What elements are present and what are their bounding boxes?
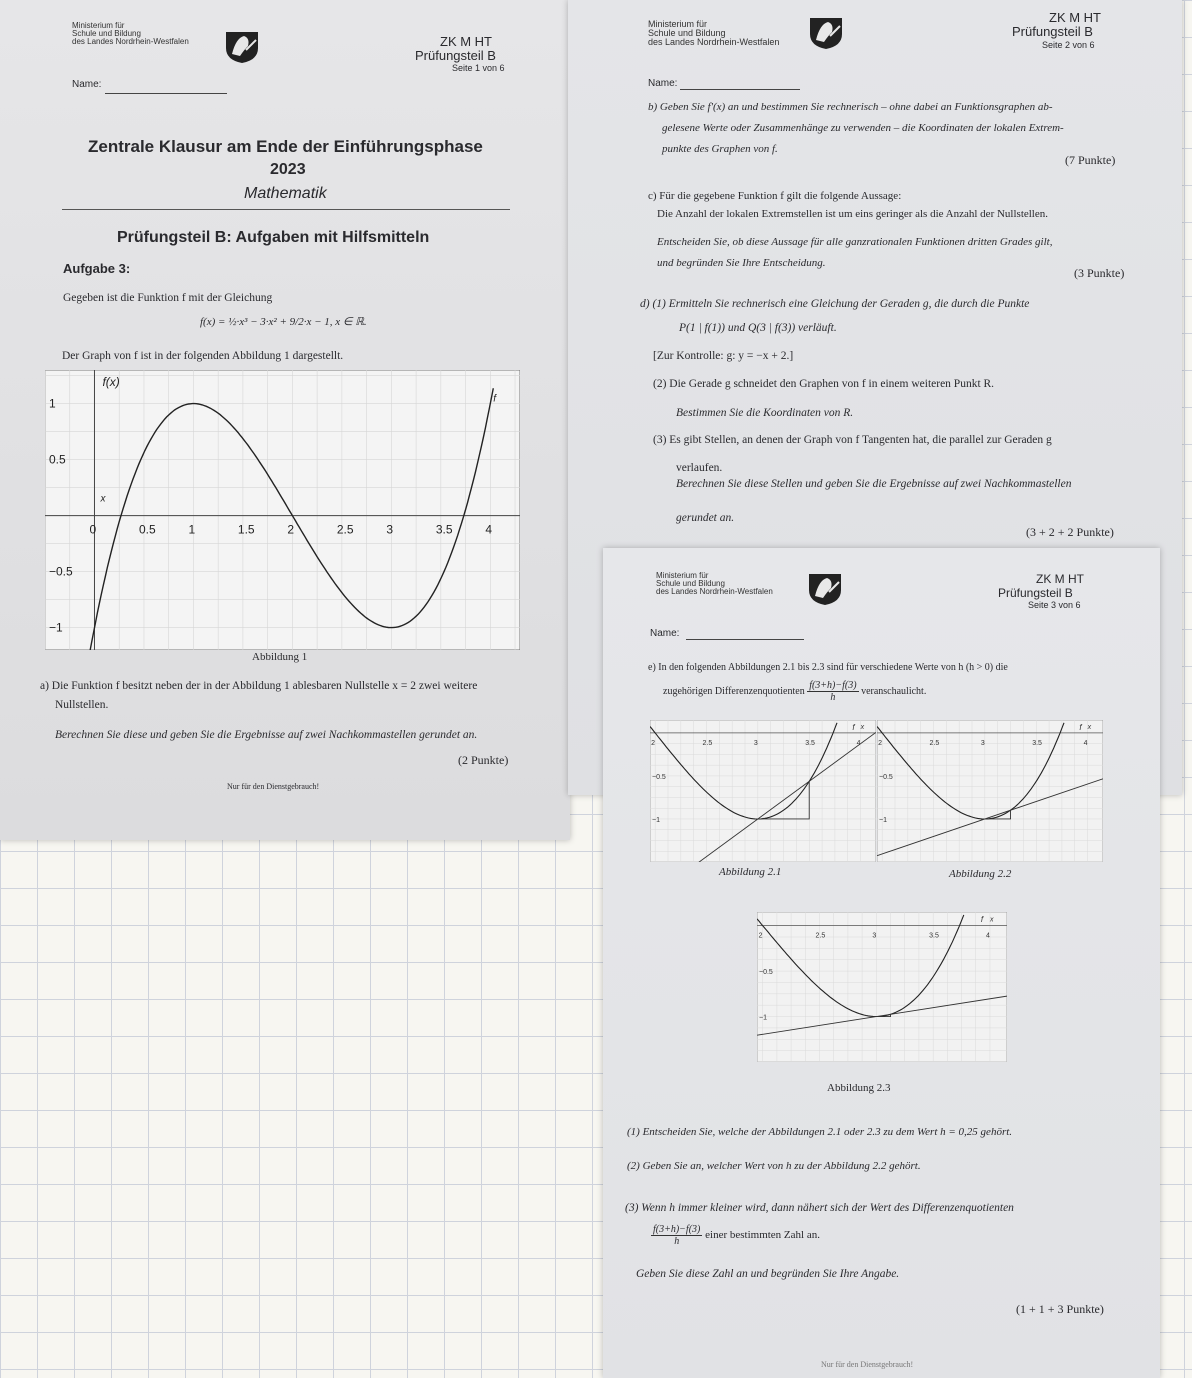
exam-part: Prüfungsteil B: [1012, 24, 1093, 39]
x-tick-label: 2: [287, 522, 295, 537]
task-b-line1-text: b) Geben Sie f'(x) an und bestimmen Sie rechnerisch – ohne dabei an Funktionsgraphen ab-: [648, 101, 1053, 113]
ministry-line2: Schule und Bildung: [656, 579, 725, 588]
x-tick-label: 3.5: [1032, 739, 1042, 747]
figure-caption-2-3: Abbildung 2.3: [827, 1082, 891, 1094]
points-c: (3 Punkte): [1074, 266, 1125, 280]
name-line: [686, 639, 804, 640]
ministry-line1: Ministerium für: [656, 571, 709, 580]
y-tick-label: 0.5: [49, 452, 66, 467]
points-d: (3 + 2 + 2 Punkte): [1026, 525, 1114, 539]
x-tick-label: 3.5: [435, 522, 453, 537]
secant-plot-abbildung-2-3: [757, 912, 1007, 1062]
ministry-line1: Ministerium für: [72, 21, 125, 30]
task-a-line2: Nullstellen.: [55, 699, 109, 711]
ministry-line3: des Landes Nordrhein-Westfalen: [656, 587, 773, 596]
task-e3-line1: (3) Wenn h immer kleiner wird, dann nähert sich der Wert des Differenzenquotienten: [625, 1202, 1014, 1214]
task-b-line3: punkte des Graphen von f.: [662, 143, 778, 155]
exam-code: ZK M HT: [1036, 572, 1084, 586]
figure-caption-2-1: Abbildung 2.1: [719, 866, 782, 878]
curve-label: f: [980, 915, 984, 924]
task-d1-control: [Zur Kontrolle: g: y = −x + 2.]: [653, 350, 794, 362]
figure-caption-1: Abbildung 1: [252, 651, 308, 663]
x-tick-label: 3: [980, 739, 985, 747]
y-tick-label: −1: [759, 1014, 767, 1022]
y-tick-label: −0.5: [49, 564, 73, 579]
exam-part: Prüfungsteil B: [415, 48, 496, 63]
task-e2: (2) Geben Sie an, welcher Wert von h zu der Abbildung 2.2 gehört.: [627, 1160, 921, 1172]
difference-quotient-numerator: f(3+h)−f(3): [809, 680, 857, 691]
name-label: Name:: [648, 78, 678, 89]
x-axis-label: x: [860, 723, 865, 731]
exam-year: 2023: [270, 161, 306, 178]
y-tick-label: −0.5: [879, 773, 893, 781]
x-tick-label: 3: [872, 932, 877, 940]
x-tick-label: 2.5: [702, 739, 713, 747]
y-tick-label: −1: [652, 816, 660, 824]
curve-label: f: [1079, 723, 1082, 732]
task-intro: Gegeben ist die Funktion f mit der Gleichung: [63, 292, 273, 304]
points-e: (1 + 1 + 3 Punkte): [1016, 1302, 1104, 1316]
graph-description: Der Graph von f ist in der folgenden Abbildung 1 dargestellt.: [62, 350, 344, 362]
difference-quotient: [807, 680, 858, 703]
ministry-line3: des Landes Nordrhein-Westfalen: [72, 37, 189, 46]
task-d3-line3: Berechnen Sie diese Stellen und geben Sie die Ergebnisse auf zwei Nachkommastellen: [676, 478, 1072, 490]
ministry-line2: Schule und Bildung: [72, 29, 141, 38]
task-e3-line3: Geben Sie diese Zahl an und begründen Sie Ihre Angabe.: [636, 1268, 900, 1280]
task-d1-line1: d) (1) Ermitteln Sie rechnerisch eine Gleichung der Geraden g, die durch die Punkte: [640, 298, 1030, 310]
ministry-line1: Ministerium für: [648, 19, 708, 29]
x-tick-label: 4: [1083, 739, 1088, 747]
footer-note: Nur für den Dienstgebrauch!: [227, 782, 320, 791]
page-number: Seite 3 von 6: [1028, 600, 1081, 610]
title-divider: [62, 209, 510, 210]
function-equation: f(x) = ½·x³ − 3·x² + 9/2·x − 1, x ∈ ℝ.: [200, 316, 367, 328]
task-c-line4: und begründen Sie Ihre Entscheidung.: [657, 257, 826, 269]
x-tick-label: 3.5: [929, 932, 939, 940]
function-graph-abbildung-1: [45, 370, 520, 650]
task-d1-line2: P(1 | f(1)) und Q(3 | f(3)) verläuft.: [679, 322, 837, 334]
x-axis-label: x: [100, 493, 106, 505]
page-title: Zentrale Klausur am Ende der Einführungsphase: [88, 137, 483, 156]
y-tick-label: 1: [49, 396, 56, 411]
x-tick-label: 4: [985, 932, 990, 940]
y-tick-label: −1: [49, 620, 63, 635]
y-tick-label: −0.5: [759, 969, 773, 977]
plot-frame: [45, 370, 520, 650]
exam-page-3: [603, 548, 1160, 1378]
task-e-line1: e) In den folgenden Abbildungen 2.1 bis 2.3 sind für verschiedene Werte von h (h > 0) die: [648, 662, 1008, 673]
x-tick-label: 4: [485, 522, 492, 537]
difference-quotient: [651, 1224, 702, 1247]
nrw-coat-of-arms-logo: [806, 14, 846, 50]
points-a: (2 Punkte): [458, 753, 509, 767]
difference-quotient-denominator: h: [830, 692, 836, 703]
difference-quotient-numerator: f(3+h)−f(3): [653, 1224, 701, 1235]
x-tick-label: 2: [758, 932, 763, 940]
y-tick-label: −1: [879, 816, 887, 824]
x-tick-label: 3: [386, 522, 394, 537]
x-tick-label: 2: [651, 739, 656, 747]
y-axis-label: f(x): [102, 375, 120, 389]
task-d3-line2: verlaufen.: [676, 462, 723, 474]
exam-code: ZK M HT: [1049, 10, 1101, 25]
nrw-coat-of-arms-logo: [805, 570, 845, 606]
x-tick-label: 3: [753, 739, 758, 747]
page-number: Seite 1 von 6: [452, 63, 505, 73]
task-a-line1: a) Die Funktion f besitzt neben der in der Abbildung 1 ablesbaren Nullstelle x = 2 zwei weitere: [40, 680, 478, 692]
task-c-line1: c) Für die gegebene Funktion f gilt die folgende Aussage:: [648, 190, 902, 202]
task-d2-line2: Bestimmen Sie die Koordinaten von R.: [676, 407, 854, 419]
part-title: Prüfungsteil B: Aufgaben mit Hilfsmitteln: [117, 229, 430, 246]
page-number: Seite 2 von 6: [1042, 40, 1095, 50]
x-tick-label: 4: [856, 739, 861, 747]
name-line: [680, 89, 800, 90]
curve-label: f: [493, 393, 497, 405]
x-tick-label: 1: [188, 522, 196, 537]
task-b-line1: [648, 101, 1053, 113]
x-tick-label: 2.5: [336, 522, 354, 537]
y-tick-label: −0.5: [652, 773, 666, 781]
task-e-line2-text: zugehörigen Differenzenquotienten: [663, 685, 805, 697]
task-e3-line2-text: einer bestimmten Zahl an.: [705, 1229, 820, 1242]
task-label: Aufgabe 3:: [63, 261, 131, 276]
exam-part: Prüfungsteil B: [998, 586, 1073, 600]
task-b-line2: gelesene Werte oder Zusammenhänge zu verwenden – die Koordinaten der lokalen Extrem-: [662, 122, 1064, 134]
task-c-line2: Die Anzahl der lokalen Extremstellen ist um eins geringer als die Anzahl der Nullstellen.: [657, 208, 1048, 220]
x-tick-label: 0.5: [138, 522, 156, 537]
nrw-coat-of-arms-logo: [222, 28, 262, 64]
x-tick-label: 2: [878, 739, 883, 747]
x-axis-label: x: [1087, 723, 1092, 731]
name-label: Name:: [650, 628, 680, 639]
task-e-line2: [663, 680, 926, 703]
difference-quotient-denominator: h: [674, 1236, 680, 1247]
x-tick-label: 3.5: [805, 739, 815, 747]
x-tick-label: 1.5: [237, 522, 255, 537]
task-d2-line1: (2) Die Gerade g schneidet den Graphen von f in einem weiteren Punkt R.: [653, 378, 995, 390]
task-e1: (1) Entscheiden Sie, welche der Abbildungen 2.1 oder 2.3 zu dem Wert h = 0,25 gehört.: [627, 1126, 1013, 1138]
curve-label: f: [852, 723, 855, 732]
ministry-line2: Schule und Bildung: [648, 28, 726, 38]
task-e-line2-end: veranschaulicht.: [861, 685, 927, 697]
x-tick-label: 2.5: [929, 739, 940, 747]
task-d3-line4: gerundet an.: [676, 512, 735, 524]
points-b: (7 Punkte): [1065, 153, 1116, 167]
footer-note: Nur für den Dienstgebrauch!: [821, 1360, 914, 1369]
secant-plot-abbildung-2-2: [877, 720, 1103, 862]
task-e3-line2: [651, 1224, 820, 1247]
x-tick-label: 0: [89, 522, 97, 537]
subject: Mathematik: [244, 185, 327, 202]
figure-caption-2-2: Abbildung 2.2: [949, 868, 1012, 880]
exam-code: ZK M HT: [440, 34, 492, 49]
name-line: [105, 93, 227, 94]
task-c-line3: Entscheiden Sie, ob diese Aussage für alle ganzrationalen Funktionen dritten Grades gilt,: [657, 236, 1053, 248]
ministry-line3: des Landes Nordrhein-Westfalen: [648, 37, 780, 47]
x-tick-label: 2.5: [815, 932, 826, 940]
task-d3-line1: (3) Es gibt Stellen, an denen der Graph von f Tangenten hat, die parallel zur Geraden g: [653, 434, 1052, 446]
task-a-line3: Berechnen Sie diese und geben Sie die Ergebnisse auf zwei Nachkommastellen gerundet an.: [55, 729, 478, 741]
name-label: Name:: [72, 79, 102, 90]
secant-plot-abbildung-2-1: [650, 720, 876, 862]
x-axis-label: x: [989, 916, 994, 924]
exam-page-1: [0, 0, 570, 840]
